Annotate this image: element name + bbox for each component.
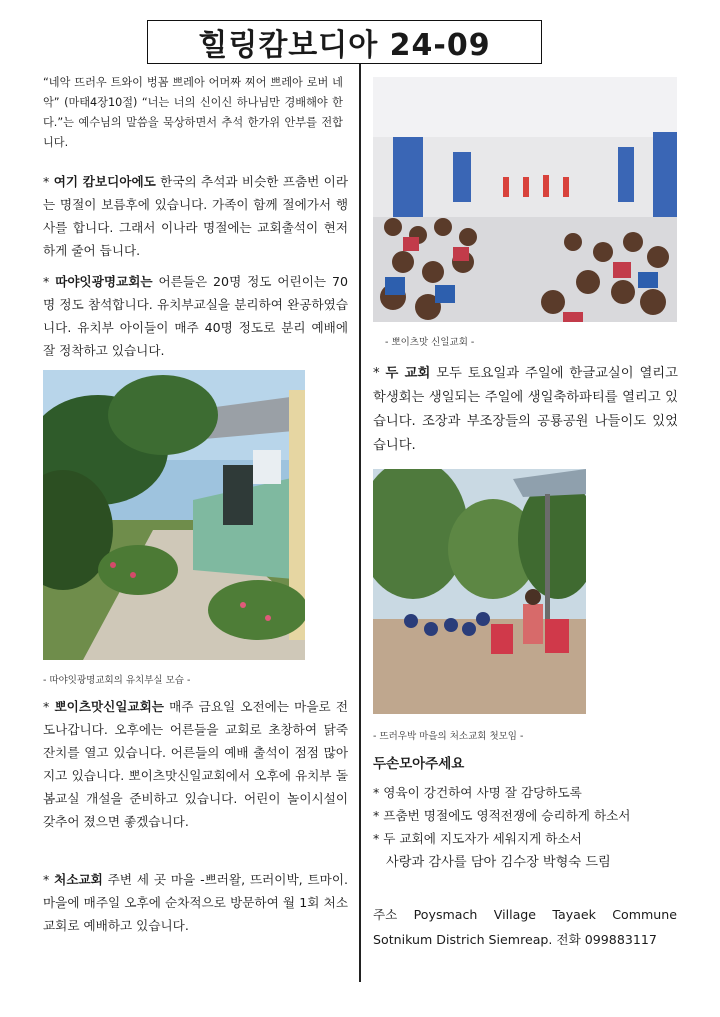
intro-text: “네악 뜨러우 트와이 벙꼼 쁘레아 어머짜 찌어 쁘레아 로버 네악” (마태4장10절) “너는 너의 신이신 하나님만 경배해야 한다.”는 예수님의 말씀을 묵상하면서 추석 한가위 안부를 전합니다. (43, 76, 343, 149)
paragraph-tayaek-church-lead: 따야잇광명교회는 (55, 274, 153, 289)
photo1-caption: - 따야잇광명교회의 유치부실 모습 - (43, 675, 191, 686)
photo-house-church-gathering (373, 469, 586, 714)
paragraph-sinil-church-lead: 뽀이츠맛신일교회는 (54, 699, 164, 714)
photo-sinil-church-image (373, 77, 677, 322)
photo2-caption: - 뽀이츠맛 신일교회 - (385, 337, 475, 348)
photo-kindergarten-room-image (43, 370, 305, 660)
photo-kindergarten-room (43, 370, 305, 660)
paragraph-cambodia: * 여기 캄보디아에도 한국의 추석과 비슷한 프춤번 이라는 명절이 보름후에 있습니다. 가족이 함께 절에가서 행사를 합니다. 그래서 이나라 명절에는 교회출석이 현저하게 줄어 듭니다. (43, 174, 348, 258)
paragraph-sinil-church: * 뽀이츠맛신일교회는 매주 금요일 오전에는 마을로 전도나갑니다. 오후에는 어른들을 교회로 초창하여 닭죽 잔치를 열고 있습니다. 어른들의 예배 출석이 점점 많아지고 있습니다. 뽀이츠맛신일교회에서 오후에 유치부 돌봄교실 개설을 준비하고 있습니다. 어린이 놀이시설이 갖추어 졌으면 좋겠습니다. (43, 699, 348, 829)
paragraph-house-church: * 처소교회 주변 세 곳 마을 -쁘러왈, 뜨러이박, 트마이. 마을에 매주일 오후에 순차적으로 방문하여 월 1회 처소교회로 예배하고 있습니다. (43, 872, 348, 933)
prayer-heading: 두손모아주세요 (373, 756, 465, 772)
paragraph-cambodia-lead: 여기 캄보디아에도 (53, 174, 156, 189)
prayer-item-3: * 두 교회에 지도자가 세워지게 하소서 (373, 831, 582, 846)
intro-paragraph (43, 73, 343, 153)
title-box (147, 20, 542, 64)
page-title: 힐링캄보디아 24-09 (198, 28, 491, 63)
paragraph-tayaek-church: * 따야잇광명교회는 어른들은 20명 정도 어린이는 70명 정도 참석합니다. 유치부교실을 분리하여 완공하였습니다. 유치부 아이들이 매주 40명 정도로 분리 예배에 잘 정착하고 있습니다. (43, 274, 348, 358)
photo-sinil-church (373, 77, 677, 322)
paragraph-house-church-lead: 처소교회 (54, 872, 103, 887)
prayer-item-1: * 영육이 강건하여 사명 잘 감당하도록 (373, 785, 582, 800)
paragraph-two-churches-lead: 두 교회 (385, 366, 431, 381)
paragraph-two-churches: * 두 교회 모두 토요일과 주일에 한글교실이 열리고 학생회는 생일되는 주일에 생일축하파티를 열리고 있습니다. 조장과 부조장들의 공룡공원 나들이도 있었습니다. (373, 366, 678, 453)
address-contact: 주소 Poysmach Village Tayaek Commune Sotnikum Districh Siemreap. 전화 099883117 (373, 907, 677, 947)
photo3-caption: - 뜨러우박 마을의 처소교회 첫모임 - (373, 731, 524, 742)
prayer-item-2: * 프춤번 명절에도 영적전쟁에 승리하게 하소서 (373, 808, 631, 823)
photo-house-church-gathering-image (373, 469, 586, 714)
column-divider (359, 64, 361, 982)
signoff: 사랑과 감사를 담아 김수장 박형숙 드림 (386, 855, 611, 870)
